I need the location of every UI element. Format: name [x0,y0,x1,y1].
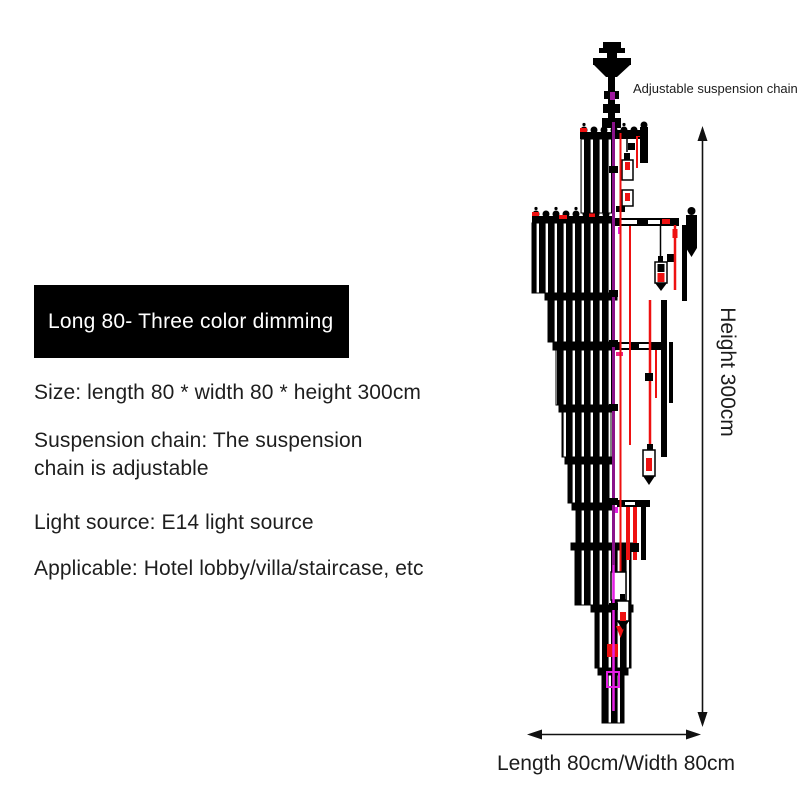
spec-applicable: Applicable: Hotel lobby/villa/staircase, etc [34,557,424,580]
annotation-suspension-chain: Adjustable suspension chain [633,81,798,96]
right-frame-lower [613,300,673,485]
product-label-text: Long 80- Three color dimming [48,309,334,333]
canopy-and-chain [593,42,631,128]
annotation-height: Height 300cm [716,307,739,437]
right-frame-mid [613,207,697,301]
chain-purple-link [610,92,615,100]
annotation-footprint: Length 80cm/Width 80cm [496,752,736,775]
spec-suspension-line2: chain is adjustable [34,457,209,480]
spec-size: Size: length 80 * width 80 * height 300cm [34,381,422,404]
crystal-rod-tiers [532,139,633,723]
height-dimension-line [698,126,740,727]
spec-light-source: Light source: E14 light source [34,511,314,534]
width-dimension-line [497,730,735,776]
spec-suspension-line1: Suspension chain: The suspension [34,429,363,452]
